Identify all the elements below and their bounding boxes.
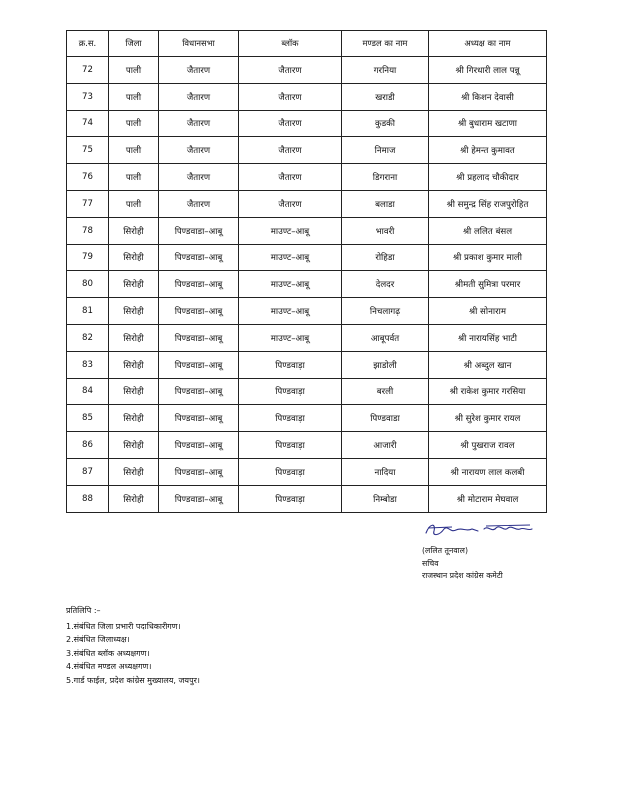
cell-mandal-name: नादिया	[342, 458, 429, 485]
cell-president-name: श्रीमती सुमित्रा परमार	[429, 271, 547, 298]
cell-assembly: जैतारण	[159, 137, 239, 164]
signatory-designation: सचिव	[422, 558, 439, 568]
cell-block: पिण्डवाड़ा	[239, 405, 342, 432]
cell-block: माउण्ट–आबू	[239, 324, 342, 351]
copy-to-item: 4.संबंधित मण्डल अध्यक्षगण।	[66, 662, 152, 672]
cell-district: सिरोही	[109, 405, 159, 432]
cell-assembly: पिण्डवाडा–आबू	[159, 244, 239, 271]
cell-president-name: श्री राकेश कुमार गरसिया	[429, 378, 547, 405]
copy-to-item: 1.संबंधित जिला प्रभारी पदाधिकारीगण।	[66, 621, 181, 631]
cell-serial-no: 75	[67, 137, 109, 164]
copy-to-heading: प्रतिलिपि :–	[66, 606, 101, 615]
cell-president-name: श्री समुन्द्र सिंह राजपुरोहित	[429, 190, 547, 217]
cell-district: पाली	[109, 110, 159, 137]
cell-mandal-name: पिण्डवाडा	[342, 405, 429, 432]
signatory-name: (ललित तूनवाल)	[422, 546, 469, 555]
cell-district: सिरोही	[109, 432, 159, 459]
cell-mandal-name: कुडकी	[342, 110, 429, 137]
cell-district: सिरोही	[109, 378, 159, 405]
cell-assembly: पिण्डवाडा–आबू	[159, 485, 239, 512]
signatory-organization: राजस्थान प्रदेश कांग्रेस कमेटी	[422, 571, 503, 580]
cell-serial-no: 84	[67, 378, 109, 405]
cell-assembly: पिण्डवाडा–आबू	[159, 432, 239, 459]
table-row	[67, 432, 547, 459]
cell-serial-no: 73	[67, 83, 109, 110]
table-body	[67, 57, 547, 513]
cell-district: सिरोही	[109, 217, 159, 244]
copy-to-item: 3.संबंधित ब्लॉक अध्यक्षगण।	[66, 648, 150, 658]
cell-serial-no: 78	[67, 217, 109, 244]
cell-serial-no: 76	[67, 164, 109, 191]
cell-block: पिण्डवाड़ा	[239, 351, 342, 378]
cell-mandal-name: निमाज	[342, 137, 429, 164]
cell-assembly: पिण्डवाडा–आबू	[159, 271, 239, 298]
table-row	[67, 137, 547, 164]
header-block: ब्लॉक	[239, 31, 342, 57]
cell-district: पाली	[109, 164, 159, 191]
cell-mandal-name: गरनिया	[342, 57, 429, 84]
cell-block: जैतारण	[239, 110, 342, 137]
cell-assembly: पिण्डवाडा–आबू	[159, 458, 239, 485]
cell-block: पिण्डवाड़ा	[239, 458, 342, 485]
cell-president-name: श्री किशन देवासी	[429, 83, 547, 110]
cell-serial-no: 87	[67, 458, 109, 485]
table-row	[67, 458, 547, 485]
cell-serial-no: 85	[67, 405, 109, 432]
copy-to-item: 5.गार्ड फाईल, प्रदेश कांग्रेस मुख्यालय, जयपुर।	[66, 675, 200, 685]
cell-district: पाली	[109, 190, 159, 217]
cell-president-name: श्री प्रहलाद चौकीदार	[429, 164, 547, 191]
cell-block: जैतारण	[239, 190, 342, 217]
table-row	[67, 378, 547, 405]
table-row	[67, 271, 547, 298]
cell-assembly: पिण्डवाडा–आबू	[159, 405, 239, 432]
cell-block: जैतारण	[239, 57, 342, 84]
cell-district: सिरोही	[109, 485, 159, 512]
cell-block: माउण्ट–आबू	[239, 271, 342, 298]
mandal-president-table	[66, 30, 547, 513]
cell-serial-no: 72	[67, 57, 109, 84]
cell-mandal-name: देलदर	[342, 271, 429, 298]
cell-district: पाली	[109, 83, 159, 110]
cell-mandal-name: डिगराना	[342, 164, 429, 191]
cell-mandal-name: खराडी	[342, 83, 429, 110]
cell-assembly: जैतारण	[159, 164, 239, 191]
cell-mandal-name: निचलागढ़	[342, 298, 429, 325]
cell-assembly: पिण्डवाडा–आबू	[159, 217, 239, 244]
cell-president-name: श्री नारायण लाल कलबी	[429, 458, 547, 485]
table-row	[67, 217, 547, 244]
cell-district: सिरोही	[109, 271, 159, 298]
cell-mandal-name: बलाडा	[342, 190, 429, 217]
cell-president-name: श्री नारायसिंह भाटी	[429, 324, 547, 351]
cell-assembly: पिण्डवाडा–आबू	[159, 324, 239, 351]
cell-assembly: जैतारण	[159, 190, 239, 217]
cell-serial-no: 81	[67, 298, 109, 325]
cell-mandal-name: झाडोली	[342, 351, 429, 378]
table-row	[67, 57, 547, 84]
cell-assembly: जैतारण	[159, 57, 239, 84]
table-row	[67, 351, 547, 378]
table-row	[67, 164, 547, 191]
cell-block: माउण्ट–आबू	[239, 298, 342, 325]
cell-president-name: श्री पुखराज रावल	[429, 432, 547, 459]
cell-president-name: श्री हेमन्त कुमावत	[429, 137, 547, 164]
cell-serial-no: 82	[67, 324, 109, 351]
table-header-row	[67, 31, 547, 57]
header-serial-no: क्र.स.	[67, 31, 109, 57]
cell-block: जैतारण	[239, 83, 342, 110]
cell-district: सिरोही	[109, 351, 159, 378]
cell-block: जैतारण	[239, 137, 342, 164]
cell-president-name: श्री प्रकाश कुमार माली	[429, 244, 547, 271]
cell-serial-no: 77	[67, 190, 109, 217]
copy-to-section	[66, 604, 200, 688]
header-president-name: अध्यक्ष का नाम	[429, 31, 547, 57]
cell-assembly: जैतारण	[159, 110, 239, 137]
cell-district: पाली	[109, 57, 159, 84]
cell-president-name: श्री ललित बंसल	[429, 217, 547, 244]
cell-serial-no: 86	[67, 432, 109, 459]
table-row	[67, 110, 547, 137]
cell-mandal-name: आजारी	[342, 432, 429, 459]
cell-mandal-name: भावरी	[342, 217, 429, 244]
table-row	[67, 324, 547, 351]
header-mandal-name: मण्डल का नाम	[342, 31, 429, 57]
table-row	[67, 244, 547, 271]
cell-district: पाली	[109, 137, 159, 164]
cell-president-name: श्री सोनाराम	[429, 298, 547, 325]
cell-block: माउण्ट–आबू	[239, 244, 342, 271]
cell-mandal-name: निम्बोडा	[342, 485, 429, 512]
cell-serial-no: 80	[67, 271, 109, 298]
cell-president-name: श्री अब्दुल खान	[429, 351, 547, 378]
table-row	[67, 405, 547, 432]
cell-assembly: पिण्डवाडा–आबू	[159, 378, 239, 405]
cell-block: माउण्ट–आबू	[239, 217, 342, 244]
table-row	[67, 298, 547, 325]
cell-serial-no: 74	[67, 110, 109, 137]
header-assembly: विधानसभा	[159, 31, 239, 57]
cell-president-name: श्री मोटाराम मेघवाल	[429, 485, 547, 512]
cell-serial-no: 83	[67, 351, 109, 378]
cell-assembly: पिण्डवाडा–आबू	[159, 298, 239, 325]
cell-serial-no: 79	[67, 244, 109, 271]
cell-district: सिरोही	[109, 324, 159, 351]
cell-block: पिण्डवाड़ा	[239, 485, 342, 512]
cell-president-name: श्री बुधाराम खटाणा	[429, 110, 547, 137]
cell-assembly: पिण्डवाडा–आबू	[159, 351, 239, 378]
cell-district: सिरोही	[109, 298, 159, 325]
cell-block: पिण्डवाड़ा	[239, 378, 342, 405]
cell-mandal-name: आबूपर्वत	[342, 324, 429, 351]
cell-mandal-name: बरली	[342, 378, 429, 405]
signatory-block	[422, 545, 503, 583]
cell-district: सिरोही	[109, 458, 159, 485]
header-district: जिला	[109, 31, 159, 57]
table-row	[67, 83, 547, 110]
cell-district: सिरोही	[109, 244, 159, 271]
cell-president-name: श्री गिरधारी लाल पन्नू	[429, 57, 547, 84]
cell-block: जैतारण	[239, 164, 342, 191]
copy-to-item: 2.संबंधित जिलाध्यक्ष।	[66, 635, 130, 645]
cell-mandal-name: रोहिडा	[342, 244, 429, 271]
table-row	[67, 485, 547, 512]
table-row	[67, 190, 547, 217]
cell-assembly: जैतारण	[159, 83, 239, 110]
cell-serial-no: 88	[67, 485, 109, 512]
cell-president-name: श्री सुरेश कुमार रायल	[429, 405, 547, 432]
cell-block: पिण्डवाड़ा	[239, 432, 342, 459]
signature-image	[422, 519, 542, 541]
